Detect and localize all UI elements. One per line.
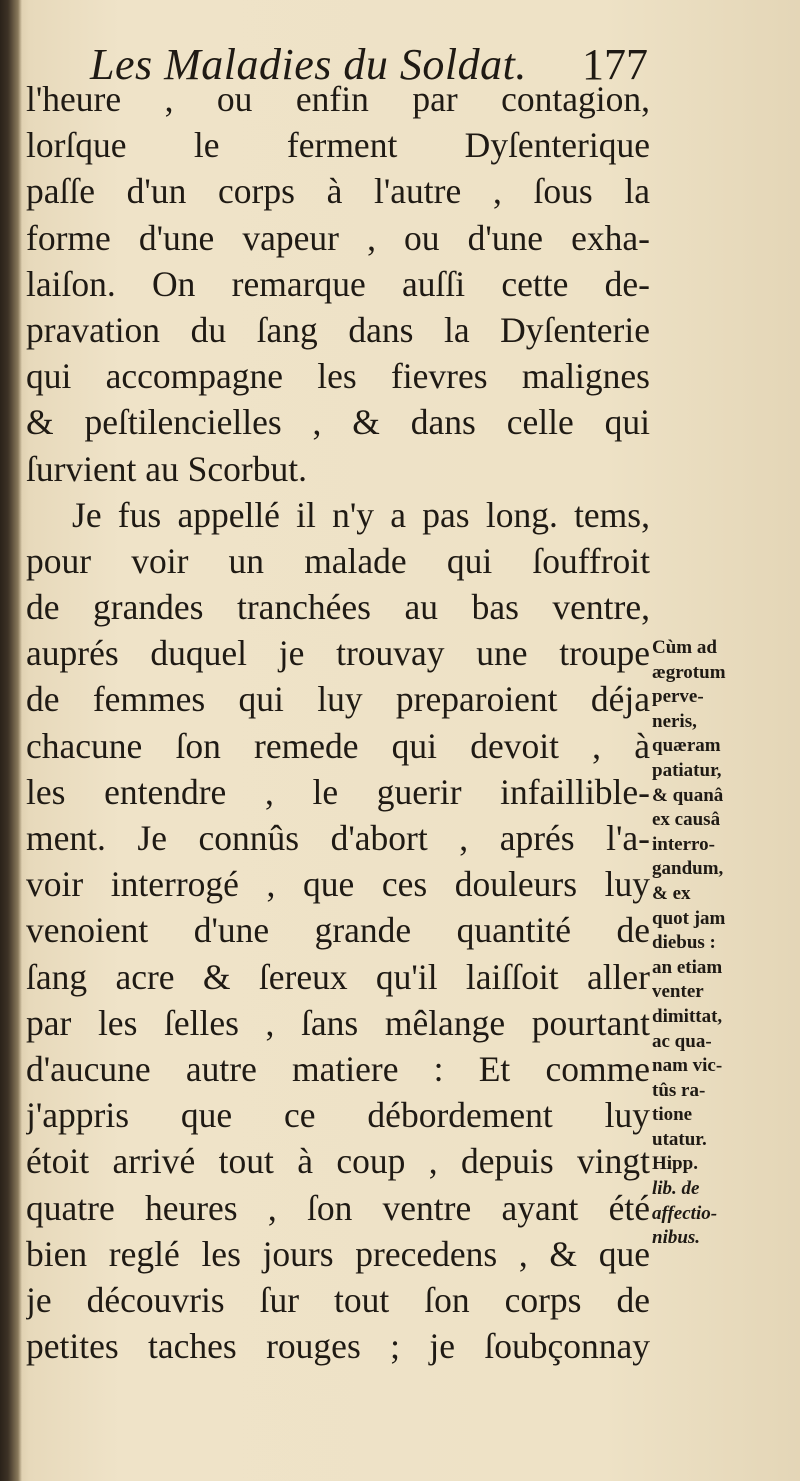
text-line: ment. Je connûs d'abort , aprés l'a- [26,818,650,858]
margin-note-line: ex causâ [652,809,721,831]
text-line: étoit arrivé tout à coup , depuis vingt [26,1141,650,1182]
text-line: lorſque le ferment Dyſenterique [26,125,650,166]
margin-note-line: tûs ra- [652,1079,706,1101]
text-line: ſang acre & ſereux qu'il laiſſoit aller [26,956,650,997]
margin-note-line: lib. de [652,1178,700,1200]
text-line: bien reglé les jours precedens , & que [26,1233,650,1274]
text-line: l'heure , ou enfin par contagion, [26,79,650,119]
margin-note-line: nibus. [652,1227,701,1249]
margin-note-line: neris, [652,710,697,732]
margin-note [652,636,784,1251]
text-line: voir interrogé , que ces douleurs luy [26,864,650,905]
margin-note-line: tione [652,1104,693,1126]
text-line: venoient d'une grande quantité de [26,910,650,951]
margin-note-line: quot jam [652,907,726,929]
margin-note-line: quæram [652,735,721,757]
margin-note-line: utatur. [652,1128,707,1150]
margin-note-line: & quanâ [652,784,724,806]
margin-note-line: interro- [652,833,715,855]
book-spine-shadow [0,0,22,1481]
margin-note-line: Cùm ad [652,637,717,658]
text-line: & peſtilencielles , & dans celle qui [26,402,650,443]
text-line: d'aucune autre matiere : Et comme [26,1048,650,1089]
margin-note-line: ægrotum [652,661,726,683]
text-line: forme d'une vapeur , ou d'une exha- [26,217,650,258]
text-line: de grandes tranchées au bas ventre, [26,587,650,628]
margin-note-line: nam vic- [652,1055,723,1077]
text-line: ſurvient au Scorbut. [26,448,307,489]
margin-note-line: gandum, [652,858,724,880]
margin-note-line: perve- [652,686,704,708]
text-line: quatre heures , ſon ventre ayant été [26,1187,650,1228]
margin-note-line: diebus : [652,932,716,954]
text-line: pravation du ſang dans la Dyſenterie [26,309,650,350]
text-line: petites taches rouges ; je ſoubçonnay [26,1326,650,1367]
text-line: les entendre , le guerir infailliblе- [26,771,650,812]
body-text [26,76,650,1369]
margin-note-line: venter [652,981,704,1003]
text-line: chacune ſon remede qui devoit , à [26,725,650,766]
margin-note-line: affectio- [652,1202,718,1224]
margin-note-line: & ex [652,882,691,904]
margin-note-line: patiatur, [652,759,722,781]
text-line: pour voir un malade qui ſouffroit [26,540,650,581]
text-line: de femmes qui luy preparoient déja [26,679,650,720]
text-line: paſſe d'un corps à l'autre , ſous la [26,171,650,212]
text-line: par les ſelles , ſans mêlange pourtant [26,1002,650,1043]
text-line: Je fus appellé il n'y a pas long. tems, [72,494,650,535]
text-line: auprés duquel je trouvay une troupe [26,633,650,674]
text-line: qui accompagne les fievres malignes [26,356,650,397]
text-line: je découvris ſur tout ſon corps de [26,1279,650,1320]
margin-note-line: dimittat, [652,1005,723,1027]
margin-note-line: Hipp. [652,1153,698,1175]
running-title: Les Maladies du Soldat. [90,40,527,89]
margin-note-line: an etiam [652,956,723,978]
page-number: 177 [582,40,648,89]
text-line: j'appris que ce débordement luy [26,1095,650,1136]
text-line: laiſon. On remarque auſſi cette de- [26,263,650,304]
margin-note-line: ac qua- [652,1030,712,1052]
